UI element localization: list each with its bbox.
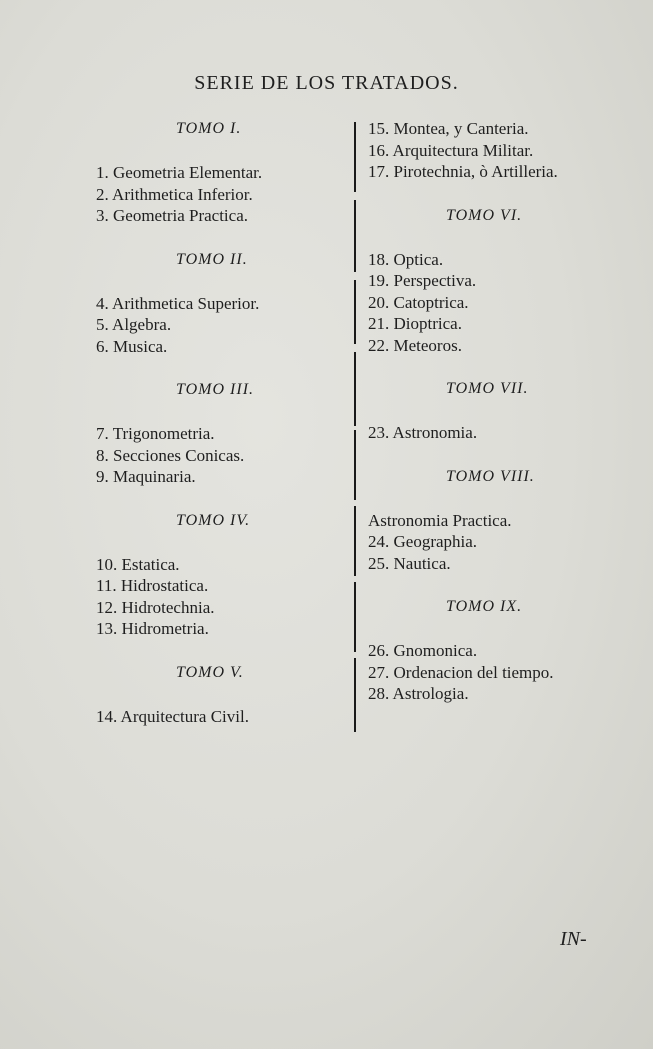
- treatise-item: 26. Gnomonica.: [368, 641, 478, 660]
- treatise-item: 10. Estatica.: [96, 554, 180, 574]
- column-rule: [354, 122, 356, 192]
- column-rule: [354, 658, 356, 732]
- catchword: IN-: [560, 928, 587, 950]
- treatise-item: 1. Geometria Elementar.: [96, 163, 263, 182]
- treatise-item: 25. Nautica.: [368, 553, 451, 573]
- treatise-item: 27. Ordenacion del tiempo.: [368, 662, 554, 682]
- treatise-item: 18. Optica.: [368, 249, 444, 269]
- tomo-heading: TOMO IX.: [446, 598, 523, 615]
- treatise-item: 16. Arquitectura Militar.: [368, 140, 534, 160]
- right-column: [368, 118, 638, 705]
- column-rule: [354, 430, 356, 500]
- tomo-heading: TOMO IV.: [176, 511, 251, 529]
- treatise-item: 4. Arithmetica Superior.: [96, 293, 260, 313]
- treatise-item: 15. Montea, y Canteria.: [368, 119, 529, 138]
- treatise-item: 9. Maquinaria.: [96, 467, 196, 486]
- treatise-item: 24. Geographia.: [368, 532, 478, 551]
- treatise-item: 13. Hidrometria.: [96, 619, 209, 638]
- column-rule: [354, 280, 356, 344]
- treatise-item: Astronomia Practica.: [368, 510, 512, 530]
- treatise-item: 6. Musica.: [96, 336, 168, 356]
- column-rule: [354, 582, 356, 652]
- treatise-item: 14. Arquitectura Civil.: [96, 706, 249, 726]
- treatise-item: 21. Dioptrica.: [368, 314, 462, 333]
- treatise-item: 2. Arithmetica Inferior.: [96, 184, 253, 204]
- left-column: [96, 118, 346, 727]
- treatise-item: 19. Perspectiva.: [368, 271, 477, 290]
- treatise-item: 12. Hidrotechnia.: [96, 597, 215, 617]
- tomo-heading: TOMO III.: [176, 381, 255, 398]
- tomo-heading: TOMO VIII.: [446, 467, 535, 485]
- tomo-heading: TOMO V.: [176, 663, 244, 681]
- column-rule: [354, 200, 356, 272]
- tomo-heading: TOMO VI.: [446, 206, 523, 224]
- treatise-item: 28. Astrologia.: [368, 684, 469, 703]
- treatise-item: 22. Meteoros.: [368, 335, 462, 355]
- tomo-heading: TOMO VII.: [446, 380, 529, 397]
- treatise-item: 7. Trigonometria.: [96, 424, 215, 443]
- treatise-item: 8. Secciones Conicas.: [96, 445, 245, 465]
- page-title: SERIE DE LOS TRATADOS.: [194, 72, 459, 94]
- treatise-item: 20. Catoptrica.: [368, 292, 469, 312]
- treatise-item: 5. Algebra.: [96, 315, 172, 334]
- column-rule: [354, 506, 356, 576]
- treatise-item: 11. Hidrostatica.: [96, 576, 209, 595]
- column-rule: [354, 352, 356, 426]
- treatise-item: 17. Pirotechnia, ò Artilleria.: [368, 162, 558, 181]
- tomo-heading: TOMO I.: [176, 120, 242, 137]
- tomo-heading: TOMO II.: [176, 250, 248, 268]
- treatise-item: 23. Astronomia.: [368, 423, 478, 442]
- treatise-item: 3. Geometria Practica.: [96, 206, 248, 225]
